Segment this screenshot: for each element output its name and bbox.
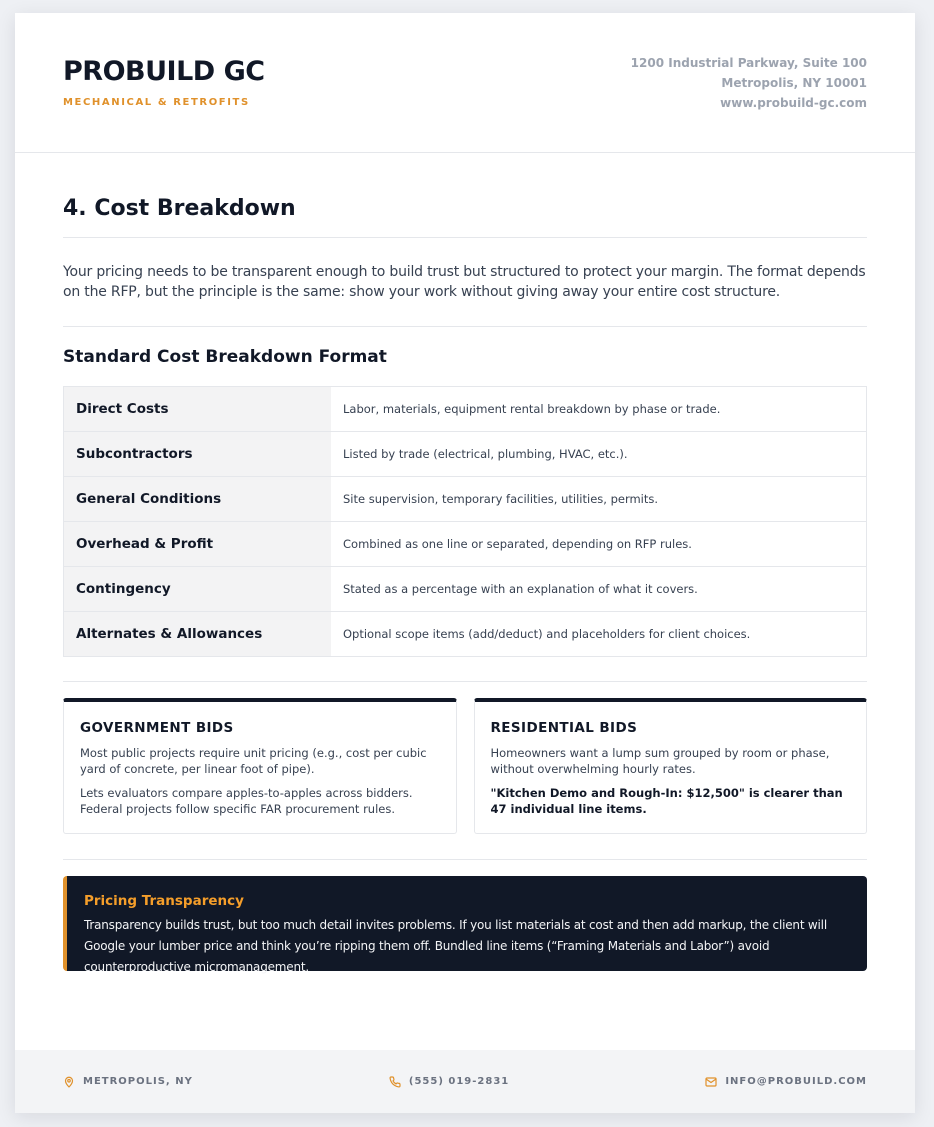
footer-email[interactable] <box>705 1076 867 1088</box>
letterhead <box>15 13 915 153</box>
table-row <box>64 476 866 521</box>
card-example: "Kitchen Demo and Rough-In: $12,500" is clearer than 47 individual line items. <box>490 786 843 816</box>
footer-phone-text: (555) 019-2831 <box>408 1076 510 1087</box>
address-line-1: 1200 Industrial Parkway, Suite 100 <box>630 56 867 70</box>
main-content <box>63 153 867 974</box>
section-title: 4. Cost Breakdown <box>63 196 867 238</box>
bid-type-cards <box>63 698 867 834</box>
table-row <box>64 431 866 476</box>
card-paragraph: Lets evaluators compare apples-to-apples across bidders. Federal projects follow specific FAR procurement rules. <box>80 786 413 816</box>
cost-breakdown-table <box>63 386 867 657</box>
address-line-2: Metropolis, NY 10001 <box>721 76 867 90</box>
row-term: Subcontractors <box>64 432 331 476</box>
card-paragraph: Homeowners want a lump sum grouped by room or phase, without overwhelming hourly rates. <box>490 746 830 776</box>
card-title: RESIDENTIAL BIDS <box>490 720 638 736</box>
divider <box>63 681 867 682</box>
intro-paragraph: Your pricing needs to be transparent enough to build trust but structured to protect your margin. The format depends on the RFP, but the principle is the same: show your work without giving away your entire cost structure. <box>63 262 867 327</box>
brand-tagline: MECHANICAL & RETROFITS <box>63 97 250 108</box>
map-pin-icon <box>63 1076 75 1088</box>
divider <box>63 859 867 860</box>
table-row <box>64 387 866 431</box>
table-row <box>64 611 866 656</box>
company-contact <box>631 53 867 113</box>
row-term: Direct Costs <box>64 387 331 431</box>
mail-icon <box>705 1076 717 1088</box>
card-paragraph: Most public projects require unit pricing (e.g., cost per cubic yard of concrete, per linear foot of pipe). <box>80 746 427 776</box>
card-title: GOVERNMENT BIDS <box>80 720 234 736</box>
row-description: Stated as a percentage with an explanation of what it covers. <box>343 582 698 596</box>
row-term: Alternates & Allowances <box>64 612 331 656</box>
row-term: Overhead & Profit <box>64 522 331 566</box>
row-description: Labor, materials, equipment rental breakdown by phase or trade. <box>343 402 721 416</box>
brand-name: PROBUILD GC <box>63 56 265 87</box>
callout-title: Pricing Transparency <box>84 893 244 909</box>
page-footer <box>15 1050 915 1113</box>
brand <box>63 56 265 108</box>
row-description: Combined as one line or separated, depending on RFP rules. <box>343 537 692 551</box>
document-page <box>15 13 915 1113</box>
row-term: Contingency <box>64 567 331 611</box>
residential-bids-card <box>474 698 868 834</box>
row-term: General Conditions <box>64 477 331 521</box>
website-link[interactable]: www.probuild-gc.com <box>720 96 867 110</box>
footer-email-text: INFO@PROBUILD.COM <box>725 1076 867 1087</box>
row-description: Site supervision, temporary facilities, utilities, permits. <box>343 492 659 506</box>
row-description: Optional scope items (add/deduct) and placeholders for client choices. <box>343 627 751 641</box>
callout-text: Transparency builds trust, but too much detail invites problems. If you list materials at cost and then add markup, the client will Google your lumber price and think you’re ripping them off. Bundled line items (“Framing Materials and Labor”) avoid counterproductive micromanagement. <box>84 918 827 974</box>
government-bids-card <box>63 698 457 834</box>
subsection-title: Standard Cost Breakdown Format <box>63 347 387 367</box>
row-description: Listed by trade (electrical, plumbing, HVAC, etc.). <box>343 447 628 461</box>
table-row <box>64 566 866 611</box>
phone-icon <box>389 1076 401 1088</box>
footer-location-text: METROPOLIS, NY <box>83 1076 193 1087</box>
footer-location <box>63 1076 193 1088</box>
pricing-callout <box>63 876 867 974</box>
table-row <box>64 521 866 566</box>
footer-phone[interactable] <box>389 1076 509 1088</box>
